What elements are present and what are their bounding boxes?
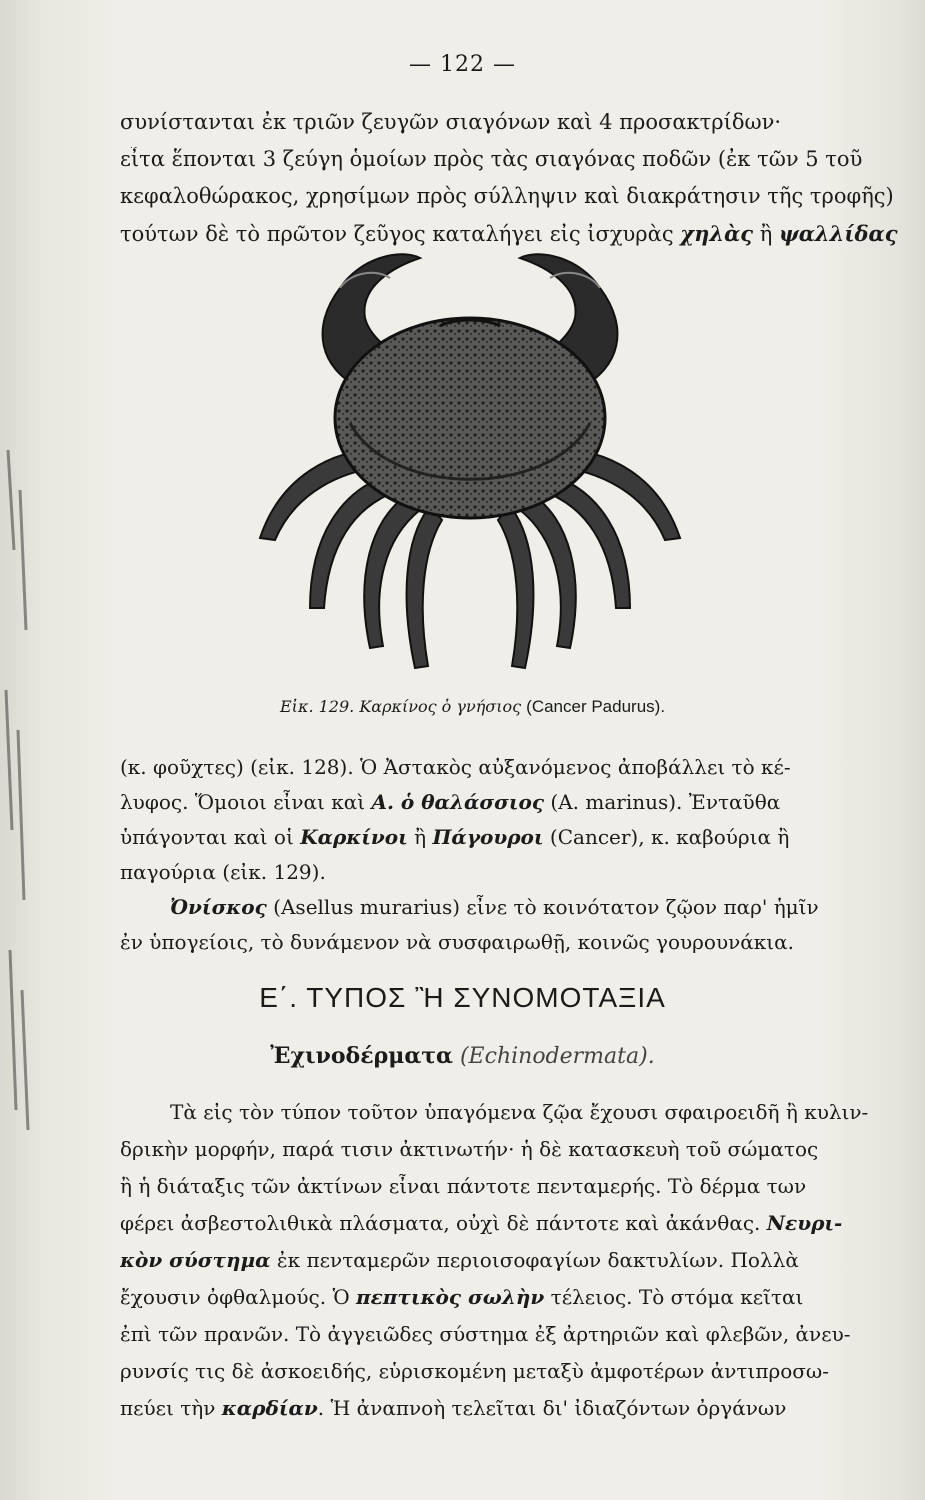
section-subheading: Ἐχινοδέρματα (Echinodermata). [270, 1043, 655, 1069]
term-chilas: χηλὰς [680, 221, 754, 246]
text-line-14: φέρει ἀσβεστολιθικὰ πλάσματα, οὐχὶ δὲ πάντοτε καὶ ἀκάνθας. Νευρι- [120, 1211, 843, 1235]
gutter-shadow-marks [0, 430, 60, 1150]
text-line-3: κεφαλοθώρακος, χρησίμων πρὸς σύλληψιν καὶ διακράτησιν τῆς τροφῆς) [120, 184, 894, 208]
text-line-1: συνίστανται ἐκ τριῶν ζευγῶν σιαγόνων καὶ 4 προσακτρίδων· [120, 110, 782, 134]
page-number: — 122 — [409, 52, 516, 77]
text-line-2: εἶτα ἕπονται 3 ζεύγη ὁμοίων πρὸς τὰς σιαγόνας ποδῶν (ἐκ τῶν 5 τοῦ [120, 147, 863, 171]
text-line-8: παγούρια (εἰκ. 129). [120, 860, 326, 884]
text-line-10: ἐν ὑπογείοις, τὸ δυνάμενον νὰ συσφαιρωθῇ, κοινῶς γουρουνάκια. [120, 930, 794, 954]
term-psallidas: ψαλλίδας [778, 221, 898, 246]
text-line-5: (κ. φοῦχτες) (εἰκ. 128). Ὁ Ἀστακὸς αὐξανόμενος ἀποβάλλει τὸ κέ- [120, 755, 791, 779]
text-line-9: Ὀνίσκος (Asellus murarius) εἶνε τὸ κοινότατον ζῷον παρ' ἡμῖν [170, 895, 819, 919]
figure-caption [280, 697, 880, 717]
section-heading: Ε΄. ΤΥΠΟΣ Ἢ ΣΥΝΟΜΟΤΑΞΙΑ [259, 982, 666, 1013]
text-line-19: πεύει τὴν καρδίαν. Ἡ ἀναπνοὴ τελεῖται δι' ἰδιαζόντων ὀργάνων [120, 1396, 787, 1420]
figure-latin-name: (Cancer Padurus). [526, 697, 666, 716]
text-line-17: ἐπὶ τῶν πρανῶν. Τὸ ἀγγειῶδες σύστημα ἐξ ἀρτηριῶν καὶ φλεβῶν, ἀνευ- [120, 1322, 851, 1346]
crab-illustration [240, 248, 700, 688]
text-line-18: ρυνσίς τις δὲ ἀσκοειδής, εὑρισκομένη μεταξὺ ἀμφοτέρων ἀντιπροσω- [120, 1359, 829, 1383]
text-line-6: λυφος. Ὅμοιοι εἶναι καὶ Α. ὁ θαλάσσιος (A. marinus). Ἐνταῦθα [120, 790, 781, 814]
text-line-7: ὑπάγονται καὶ οἱ Καρκίνοι ἢ Πάγουροι (Cancer), κ. καβούρια ἢ [120, 825, 790, 849]
text-line-11: Τὰ εἰς τὸν τύπον τοῦτον ὑπαγόμενα ζῷα ἔχουσι σφαιροειδῆ ἢ κυλιν- [170, 1100, 869, 1124]
text-line-12: δρικὴν μορφήν, παρά τισιν ἀκτινωτήν· ἡ δὲ κατασκευὴ τοῦ σώματος [120, 1137, 819, 1161]
text-line-4: τούτων δὲ τὸ πρῶτον ζεῦγος καταλήγει εἰς ἰσχυρὰς χηλὰς ἢ ψαλλίδας [120, 221, 898, 246]
text-line-15: κὸν σύστημα ἐκ πενταμερῶν περιοισοφαγίων δακτυλίων. Πολλὰ [120, 1248, 799, 1272]
figure-label: Εἰκ. 129. [280, 697, 355, 716]
text-line-16: ἔχουσιν ὀφθαλμούς. Ὁ πεπτικὸς σωλὴν τέλειος. Τὸ στόμα κεῖται [120, 1285, 804, 1309]
text-line-13: ἢ ἡ διάταξις τῶν ἀκτίνων εἶναι πάντοτε πενταμερής. Τὸ δέρμα των [120, 1174, 807, 1198]
figure-greek-name: Καρκίνος ὁ γνήσιος [359, 697, 522, 716]
